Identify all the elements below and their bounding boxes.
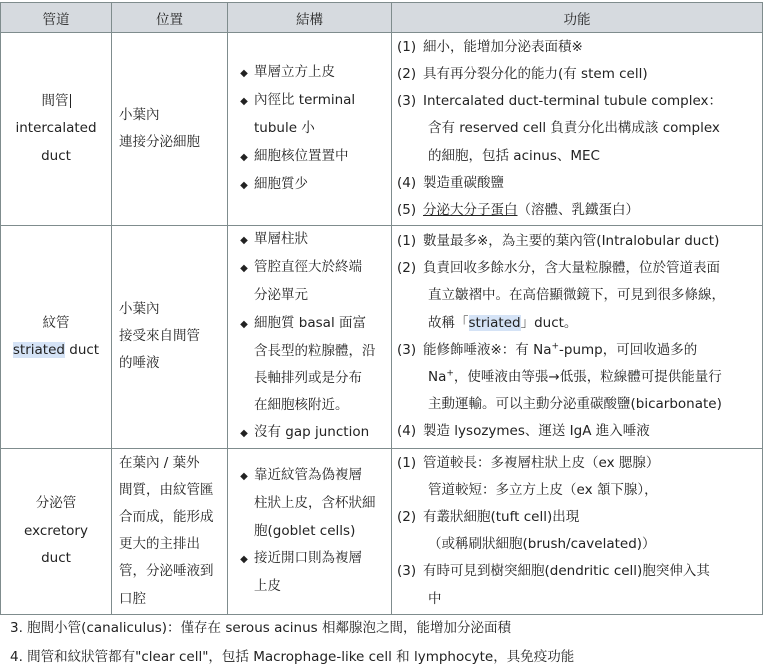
- function-line: 管道較長：多複層柱狀上皮（ex 腮腺）: [423, 454, 660, 471]
- function-line: （溶體、乳鐵蛋白）: [517, 202, 639, 218]
- item-number: (3): [397, 93, 417, 110]
- table-row: [1, 33, 763, 226]
- item-number: (2): [397, 508, 417, 525]
- structure-line: 細胞質 basal 面富: [254, 314, 366, 331]
- position-line: 在葉內 / 葉外: [119, 454, 200, 471]
- item-number: (5): [397, 202, 417, 218]
- item-number: (1): [397, 38, 417, 55]
- header-structure: 結構: [228, 3, 392, 33]
- duct-name-zh: 間管: [41, 93, 69, 110]
- position-line: 連接分泌細胞: [119, 134, 200, 150]
- duct-name-en: duct: [41, 549, 71, 566]
- function-line: 直立皺褶中。在高倍顯微鏡下，可見到很多條線，: [428, 287, 725, 304]
- item-number: (2): [397, 260, 417, 277]
- bullet-icon: ◆: [240, 471, 248, 483]
- function-line: 數量最多※，為主要的葉內管(Intralobular duct): [423, 233, 720, 249]
- position-cell: [112, 448, 228, 614]
- bullet-icon: ◆: [240, 263, 248, 275]
- duct-name-highlight: striated: [12, 341, 65, 358]
- function-line: 中: [428, 590, 442, 607]
- function-cell: [392, 448, 763, 614]
- position-line: 小葉內: [119, 106, 160, 123]
- position-line: 口腔: [119, 590, 146, 607]
- structure-line: 單層立方上皮: [254, 63, 335, 80]
- item-number: (2): [397, 65, 417, 82]
- position-line: 合而成，能形成: [119, 508, 214, 525]
- duct-name-cell: [1, 33, 112, 226]
- structure-line: 含長型的粒腺體，沿: [254, 342, 376, 359]
- bullet-icon: ◆: [240, 67, 248, 79]
- function-line: 有時可見到樹突細胞(dendritic cell)胞突伸入其: [423, 563, 710, 580]
- function-line: 能修飾唾液※：有 Na: [423, 341, 552, 358]
- structure-line: 柱狀上皮，含杯狀細: [254, 495, 376, 512]
- structure-line: 在細胞核附近。: [254, 397, 349, 414]
- position-line: 更大的主排出: [119, 536, 200, 553]
- function-line: 具有再分裂分化的能力(有 stem cell): [423, 65, 648, 82]
- structure-line: 內徑比 terminal: [254, 92, 356, 109]
- structure-line: 細胞核位置置中: [254, 147, 349, 164]
- item-number: (4): [397, 174, 417, 191]
- duct-name-zh: 紋管: [42, 314, 70, 331]
- function-line: 」duct。: [520, 314, 578, 331]
- function-cell: [392, 226, 763, 449]
- bullet-icon: ◆: [240, 235, 248, 246]
- structure-line: tubule 小: [254, 120, 315, 137]
- item-number: (1): [397, 233, 417, 249]
- structure-cell: [228, 448, 392, 614]
- header-function: 功能: [392, 3, 763, 33]
- function-line: 管道較短：多立方上皮（ex 頷下腺），: [428, 481, 658, 498]
- function-line: -pump，可回收過多的: [559, 341, 698, 358]
- bullet-icon: ◆: [240, 151, 248, 163]
- duct-name-en: duct: [41, 147, 71, 164]
- structure-cell: [228, 33, 392, 226]
- function-line: 負責回收多餘水分，含大量粒腺體，位於管道表面: [423, 260, 720, 277]
- item-number: (3): [397, 563, 417, 580]
- structure-line: 上皮: [254, 577, 281, 594]
- function-cell: [392, 33, 763, 226]
- duct-name-en: excretory: [24, 522, 88, 539]
- position-line: 管，分泌唾液到: [119, 563, 214, 580]
- function-line: 主動運輸。可以主動分泌重碳酸鹽(bicarbonate): [428, 396, 722, 413]
- function-line: 有叢狀細胞(tuft cell)出現: [423, 508, 580, 525]
- function-line-underlined: 分泌大分子蛋白: [423, 202, 518, 218]
- function-line: 含有 reserved cell 負責分化出構成該 complex: [428, 120, 720, 137]
- function-line: ，使唾液由等張→低張，粒線體可提供能量行: [453, 369, 722, 386]
- structure-line: 沒有 gap junction: [254, 424, 370, 441]
- structure-line: 靠近紋管為偽複層: [254, 467, 362, 484]
- structure-line: 單層柱狀: [254, 231, 308, 247]
- duct-name-cell: [1, 448, 112, 614]
- position-cell: [112, 226, 228, 449]
- header-duct: 管道: [1, 3, 112, 33]
- striated-highlight: striated: [468, 314, 521, 331]
- bullet-icon: ◆: [240, 179, 248, 191]
- bullet-icon: ◆: [240, 553, 248, 565]
- structure-line: 胞(goblet cells): [254, 522, 356, 539]
- item-number: (4): [397, 423, 417, 440]
- item-number: (1): [397, 454, 417, 471]
- function-line: Na: [428, 369, 447, 386]
- function-line: 故稱「: [428, 314, 469, 331]
- duct-name-zh: 分泌管: [35, 495, 77, 512]
- position-cell: [112, 33, 228, 226]
- structure-line: 細胞質少: [254, 175, 308, 192]
- structure-line: 管腔直徑大於終端: [254, 259, 362, 276]
- duct-name-en: intercalated: [15, 120, 97, 137]
- structure-line: 接近開口則為複層: [254, 549, 362, 566]
- item-number: (3): [397, 341, 417, 358]
- bullet-icon: ◆: [240, 96, 248, 108]
- table-row: [1, 226, 763, 449]
- duct-name-cell: [1, 226, 112, 449]
- function-line: 製造重碳酸鹽: [423, 174, 504, 191]
- text-cursor: [70, 94, 71, 108]
- bullet-icon: ◆: [240, 318, 248, 330]
- superscript: +: [446, 368, 454, 379]
- function-line: 細小，能增加分泌表面積※: [423, 38, 583, 55]
- structure-cell: [228, 226, 392, 449]
- position-line: 間質，由紋管匯: [119, 481, 214, 498]
- duct-name-en: duct: [64, 341, 100, 358]
- position-line: 的唾液: [119, 355, 160, 372]
- function-line: （或稱刷狀細胞(brush/cavelated)）: [428, 536, 656, 553]
- footnote-4: 4. 間管和紋狀管都有"clear cell"，包括 Macrophage-like cell 和 lymphocyte，具免疫功能: [10, 649, 575, 665]
- structure-line: 長軸排列或是分布: [254, 370, 362, 387]
- bullet-icon: ◆: [240, 428, 248, 440]
- header-row: [1, 3, 763, 33]
- position-line: 接受來自間管: [119, 328, 200, 345]
- function-line: Intercalated duct-terminal tubule complex：: [423, 93, 722, 110]
- position-line: 小葉內: [119, 301, 160, 317]
- function-line: 製造 lysozymes、運送 IgA 進入唾液: [423, 423, 650, 440]
- structure-line: 分泌單元: [254, 287, 308, 304]
- footnote-3: 3. 胞間小管(canaliculus)：僅存在 serous acinus 相鄰腺泡之間，能增加分泌面積: [10, 620, 511, 636]
- function-line: 的細胞，包括 acinus、MEC: [428, 147, 600, 164]
- header-position: 位置: [112, 3, 228, 33]
- salivary-duct-table: [0, 2, 763, 615]
- table-row: [1, 448, 763, 614]
- superscript: +: [551, 341, 560, 352]
